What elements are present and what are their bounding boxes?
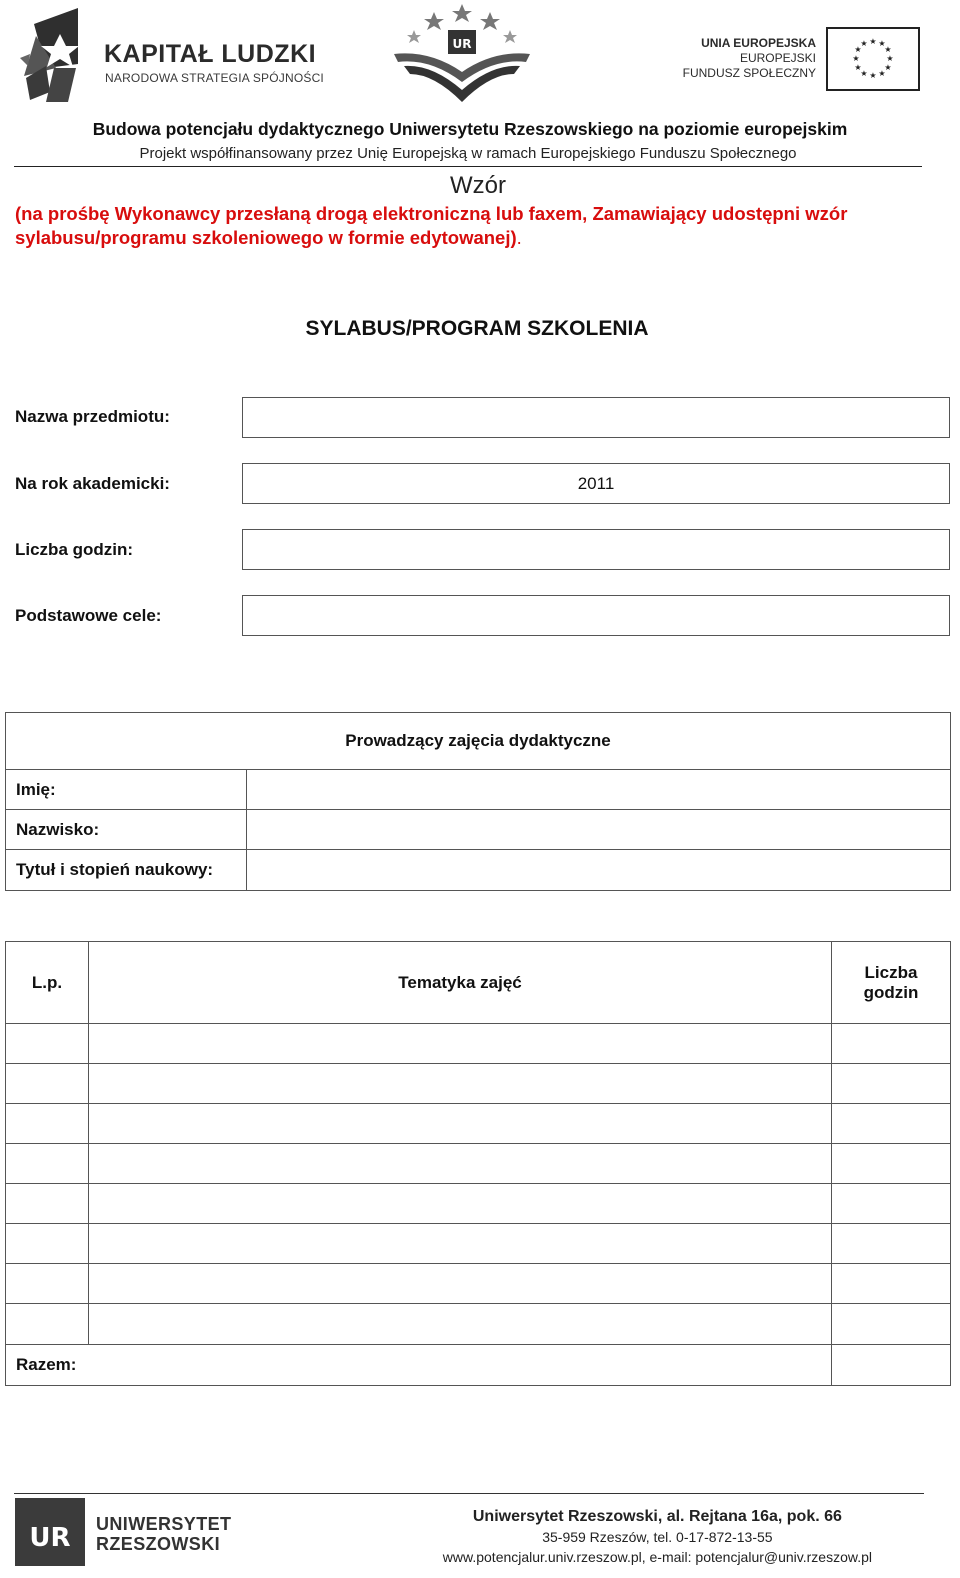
svg-text:★: ★ — [869, 71, 877, 80]
svg-text:★: ★ — [869, 37, 877, 46]
table-row — [6, 1104, 951, 1144]
project-subtitle: Projekt współfinansowany przez Unię Europejską w ramach Europejskiego Funduszu Społecznego — [139, 145, 797, 162]
topic-cell[interactable] — [89, 1184, 832, 1224]
table-row — [6, 1064, 951, 1104]
hours-cell[interactable] — [832, 1064, 951, 1104]
svg-text:★: ★ — [854, 63, 862, 72]
note-text: (na prośbę Wykonawcy przesłaną drogą elektroniczną lub faxem, Zamawiający udostępni wzór sylabusu/programu szkoleniowego w formie edytowanej) — [15, 203, 848, 248]
hours-cell[interactable] — [832, 1184, 951, 1224]
table-row — [6, 1224, 951, 1264]
col-header-hours — [832, 942, 951, 1024]
address-line-1: Uniwersytet Rzeszowski, al. Rejtana 16a, pok. 66 — [472, 1508, 842, 1525]
svg-text:★: ★ — [860, 39, 868, 48]
topic-cell[interactable] — [89, 1104, 832, 1144]
eu-line-1: UNIA EUROPEJSKA — [701, 36, 816, 50]
svg-text:★: ★ — [878, 69, 886, 78]
footer-address — [443, 1506, 872, 1567]
address-line-2: 35-959 Rzeszów, tel. 0-17-872-13-55 — [542, 1529, 773, 1545]
topic-cell[interactable] — [89, 1064, 832, 1104]
eu-stars-icon — [828, 29, 918, 89]
academic-year-label: Na rok akademicki: — [15, 474, 170, 493]
lp-cell[interactable] — [6, 1144, 89, 1184]
university-name-line2: RZESZOWSKI — [96, 1534, 220, 1554]
topics-table — [5, 941, 951, 1386]
first-name-cell[interactable] — [247, 770, 951, 810]
university-logo — [15, 1498, 85, 1566]
kapital-ludzki-mark-icon — [16, 6, 102, 106]
col-header-lp: L.p. — [6, 942, 89, 1024]
document-title: SYLABUS/PROGRAM SZKOLENIA — [305, 317, 649, 340]
last-name-label: Nazwisko: — [6, 810, 247, 850]
hours-count-field[interactable] — [242, 529, 950, 570]
university-book-logo-icon — [390, 2, 534, 106]
basic-goals-field[interactable] — [242, 595, 950, 636]
template-label: Wzór — [450, 172, 506, 199]
topic-cell[interactable] — [89, 1144, 832, 1184]
project-title: Budowa potencjału dydaktycznego Uniwersytetu Rzeszowskiego na poziomie europejskim — [92, 119, 848, 139]
academic-year-field[interactable]: 2011 — [242, 463, 950, 504]
eu-line-3: FUNDUSZ SPOŁECZNY — [682, 66, 816, 80]
subject-name-label: Nazwa przedmiotu: — [15, 407, 170, 426]
last-name-cell[interactable] — [247, 810, 951, 850]
subject-name-field[interactable] — [242, 397, 950, 438]
instructor-table-header: Prowadzący zajęcia dydaktyczne — [6, 713, 951, 770]
hours-count-label: Liczba godzin: — [15, 540, 134, 559]
svg-text:★: ★ — [884, 45, 892, 54]
table-row — [6, 1304, 951, 1345]
table-row — [6, 1024, 951, 1064]
lp-cell[interactable] — [6, 1184, 89, 1224]
svg-text:★: ★ — [860, 69, 868, 78]
instructor-table — [5, 712, 951, 891]
note-period: . — [516, 227, 522, 248]
university-name-line1: UNIWERSYTET — [96, 1514, 232, 1534]
lp-cell[interactable] — [6, 1304, 89, 1345]
basic-goals-label: Podstawowe cele: — [15, 606, 162, 625]
total-label: Razem: — [6, 1345, 832, 1386]
hours-cell[interactable] — [832, 1144, 951, 1184]
hours-cell[interactable] — [832, 1024, 951, 1064]
lp-cell[interactable] — [6, 1264, 89, 1304]
hours-cell[interactable] — [832, 1104, 951, 1144]
total-hours-cell[interactable] — [832, 1345, 951, 1386]
col-header-hours-line1: Liczba — [864, 962, 918, 982]
university-mark-icon — [15, 1498, 85, 1566]
university-name — [96, 1514, 231, 1554]
red-instruction-note — [15, 202, 950, 250]
topic-cell[interactable] — [89, 1264, 832, 1304]
svg-text:★: ★ — [878, 39, 886, 48]
col-header-hours-line2: godzin — [863, 982, 919, 1002]
svg-text:★: ★ — [884, 63, 892, 72]
svg-text:UR: UR — [452, 37, 472, 51]
hours-cell[interactable] — [832, 1224, 951, 1264]
hours-cell[interactable] — [832, 1304, 951, 1345]
lp-cell[interactable] — [6, 1104, 89, 1144]
svg-text:UR: UR — [29, 1523, 71, 1553]
header-divider — [14, 166, 922, 167]
eu-line-2: EUROPEJSKI — [739, 51, 816, 65]
svg-text:★: ★ — [886, 54, 894, 63]
kapital-ludzki-subtitle: NARODOWA STRATEGIA SPÓJNOŚCI — [105, 71, 324, 85]
topic-cell[interactable] — [89, 1304, 832, 1345]
lp-cell[interactable] — [6, 1024, 89, 1064]
table-row — [6, 1144, 951, 1184]
address-line-3: www.potencjalur.univ.rzeszow.pl, e-mail: potencjalur@univ.rzeszow.pl — [442, 1549, 872, 1565]
kapital-ludzki-title: KAPITAŁ LUDZKI — [104, 40, 317, 68]
kapital-ludzki-logo — [16, 6, 324, 106]
hours-cell[interactable] — [832, 1264, 951, 1304]
table-row — [6, 1264, 951, 1304]
svg-text:★: ★ — [854, 45, 862, 54]
topic-cell[interactable] — [89, 1024, 832, 1064]
col-header-topic: Tematyka zajęć — [89, 942, 832, 1024]
svg-text:★: ★ — [852, 54, 860, 63]
eu-text — [683, 36, 816, 81]
lp-cell[interactable] — [6, 1064, 89, 1104]
first-name-label: Imię: — [6, 770, 247, 810]
topic-cell[interactable] — [89, 1224, 832, 1264]
eu-flag — [826, 27, 920, 91]
footer-divider — [14, 1493, 924, 1494]
table-row — [6, 1184, 951, 1224]
academic-title-label: Tytuł i stopień naukowy: — [6, 850, 247, 891]
academic-title-cell[interactable] — [247, 850, 951, 891]
lp-cell[interactable] — [6, 1224, 89, 1264]
